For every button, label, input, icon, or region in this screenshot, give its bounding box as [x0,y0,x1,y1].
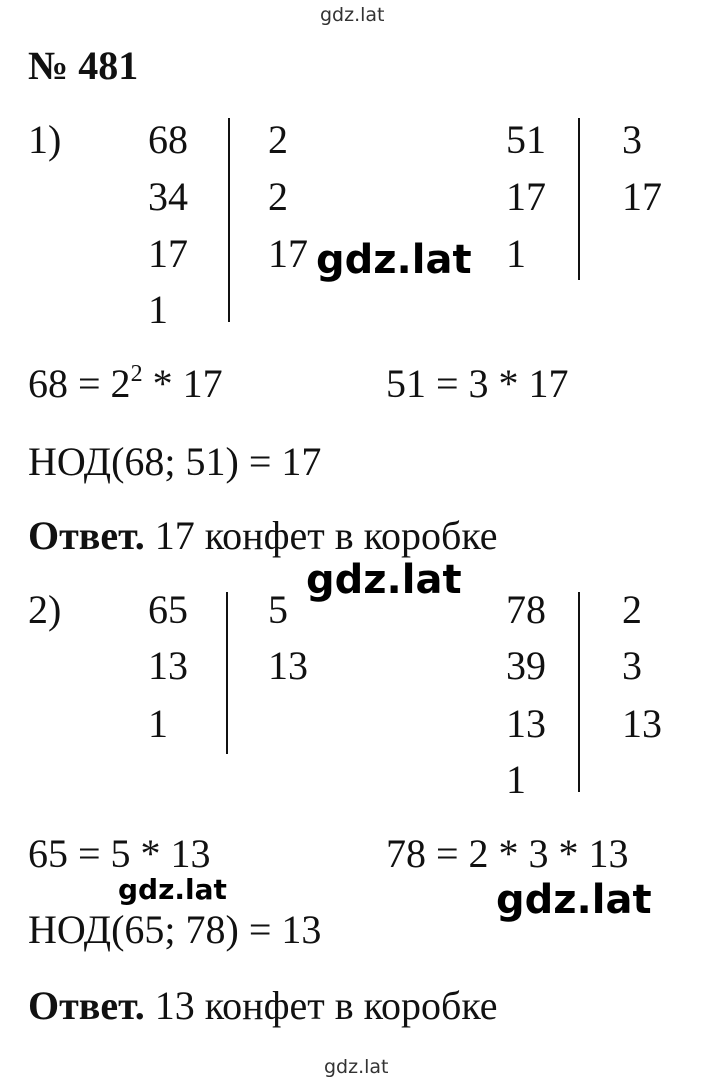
p2-right-divisor: 2 [622,587,642,632]
p2-answer: Ответ. 13 конфет в коробке [28,983,498,1028]
watermark-overlay: gdz.lat [306,557,462,603]
problem-number: № 481 [28,43,139,88]
p2-gcd: НОД(65; 78) = 13 [28,907,322,952]
p1-left-divisor: 2 [268,174,288,219]
p1-right-dividend: 1 [506,231,526,276]
p1-right-dividend: 17 [506,174,546,219]
p2-right-dividend: 78 [506,587,546,632]
p1-answer: Ответ. 17 конфет в коробке [28,513,498,558]
watermark-top: gdz.lat [320,4,385,26]
p2-left-divider [226,592,228,754]
p2-right-dividend: 1 [506,757,526,802]
p1-equation-left: $68 = 2^2 * 17$ [28,361,223,406]
p1-right-divisor: 3 [622,117,642,162]
watermark-overlay: gdz.lat [118,873,227,906]
p1-left-dividend: 68 [148,117,188,162]
watermark-bottom: gdz.lat [324,1056,389,1078]
p2-equation-right: 78 = 2 * 3 * 13 [386,831,629,876]
p2-equation-left: 65 = 5 * 13 [28,831,211,876]
p1-left-dividend: 1 [148,287,168,332]
p1-left-divisor: 17 [268,231,308,276]
p1-left-divisor: 2 [268,117,288,162]
p2-right-divisor: 3 [622,643,642,688]
p1-left-dividend: 34 [148,174,188,219]
p2-right-dividend: 39 [506,643,546,688]
p2-left-dividend: 1 [148,701,168,746]
p1-left-dividend: 17 [148,231,188,276]
p2-right-dividend: 13 [506,701,546,746]
p2-left-divisor: 5 [268,587,288,632]
p2-left-divisor: 13 [268,643,308,688]
p2-right-divider [578,592,580,792]
watermark-overlay: gdz.lat [316,237,472,283]
watermark-overlay: gdz.lat [496,877,652,923]
part2-label: 2) [28,587,62,632]
p1-right-divider [578,118,580,280]
p1-right-divisor: 17 [622,174,662,219]
p2-right-divisor: 13 [622,701,662,746]
p1-right-dividend: 51 [506,117,546,162]
part1-label: 1) [28,117,62,162]
p2-left-dividend: 13 [148,643,188,688]
p2-left-dividend: 65 [148,587,188,632]
p1-left-divider [228,118,230,322]
p1-gcd: НОД(68; 51) = 17 [28,439,322,484]
p1-equation-right: 51 = 3 * 17 [386,361,569,406]
